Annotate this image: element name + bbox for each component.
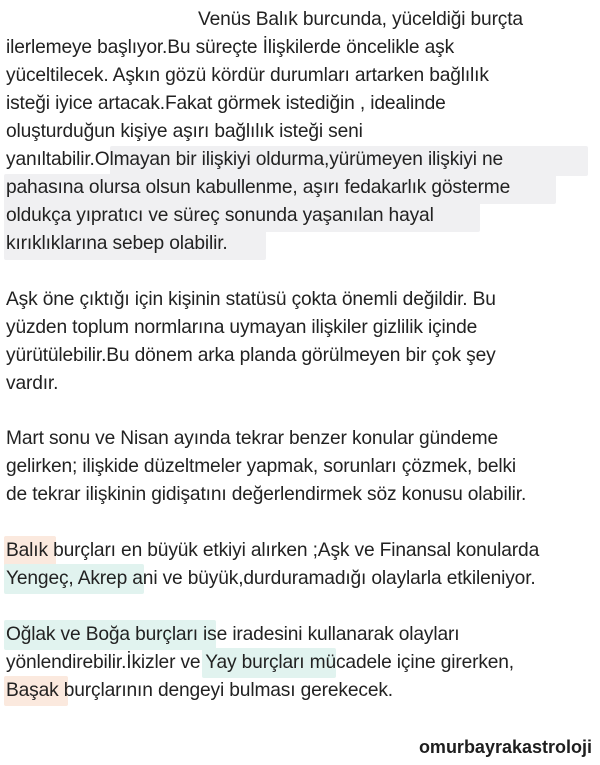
text-line: Mart sonu ve Nisan ayında tekrar benzer konular gündeme xyxy=(6,428,498,449)
text-line: de tekrar ilişkinin gidişatını değerlendirmek söz konusu olabilir. xyxy=(6,484,527,505)
text-line: Oğlak ve Boğa burçları ise iradesini kullanarak olayları xyxy=(6,624,460,645)
text-line: Başak burçlarının dengeyi bulması gerekecek. xyxy=(6,680,393,701)
text-line: vardır. xyxy=(6,373,59,394)
text-line: gelirken; ilişkide düzeltmeler yapmak, sorunları çözmek, belki xyxy=(6,456,517,477)
text-line: Balık burçları en büyük etkiyi alırken ;Aşk ve Finansal konularda xyxy=(6,540,540,561)
text-line: Venüs Balık burcunda, yüceldiği burçta xyxy=(198,9,523,30)
text-line: yanıltabilir.Olmayan bir ilişkiyi oldurma,yürümeyen ilişkiyi ne xyxy=(6,149,504,170)
text-line: kırıklıklarına sebep olabilir. xyxy=(6,233,228,254)
text-line: pahasına olursa olsun kabullenme, aşırı fedakarlık gösterme xyxy=(6,177,511,198)
text-line: oluşturduğun kişiye aşırı bağlılık isteği seni xyxy=(6,121,363,142)
text-line: Yengeç, Akrep ani ve büyük,durduramadığı olaylarla etkileniyor. xyxy=(6,568,536,589)
author-signature: omurbayrakastroloji xyxy=(418,737,592,757)
text-line: yönlendirebilir.İkizler ve Yay burçları mücadele içine girerken, xyxy=(6,652,514,673)
text-line: yüceltilecek. Aşkın gözü kördür durumları artarken bağlılık xyxy=(6,65,489,86)
text-line: isteği iyice artacak.Fakat görmek istediğin , idealinde xyxy=(6,93,446,114)
text-line: Aşk öne çıktığı için kişinin statüsü çokta önemli değildir. Bu xyxy=(6,289,496,310)
text-line: yüzden toplum normlarına uymayan ilişkiler gizlilik içinde xyxy=(6,317,478,338)
text-line: ilerlemeye başlıyor.Bu süreçte İlişkilerde öncelikle aşk xyxy=(6,37,455,58)
text-line: oldukça yıpratıcı ve süreç sonunda yaşanılan hayal xyxy=(6,205,434,226)
text-line: yürütülebilir.Bu dönem arka planda görülmeyen bir çok şey xyxy=(6,345,496,366)
